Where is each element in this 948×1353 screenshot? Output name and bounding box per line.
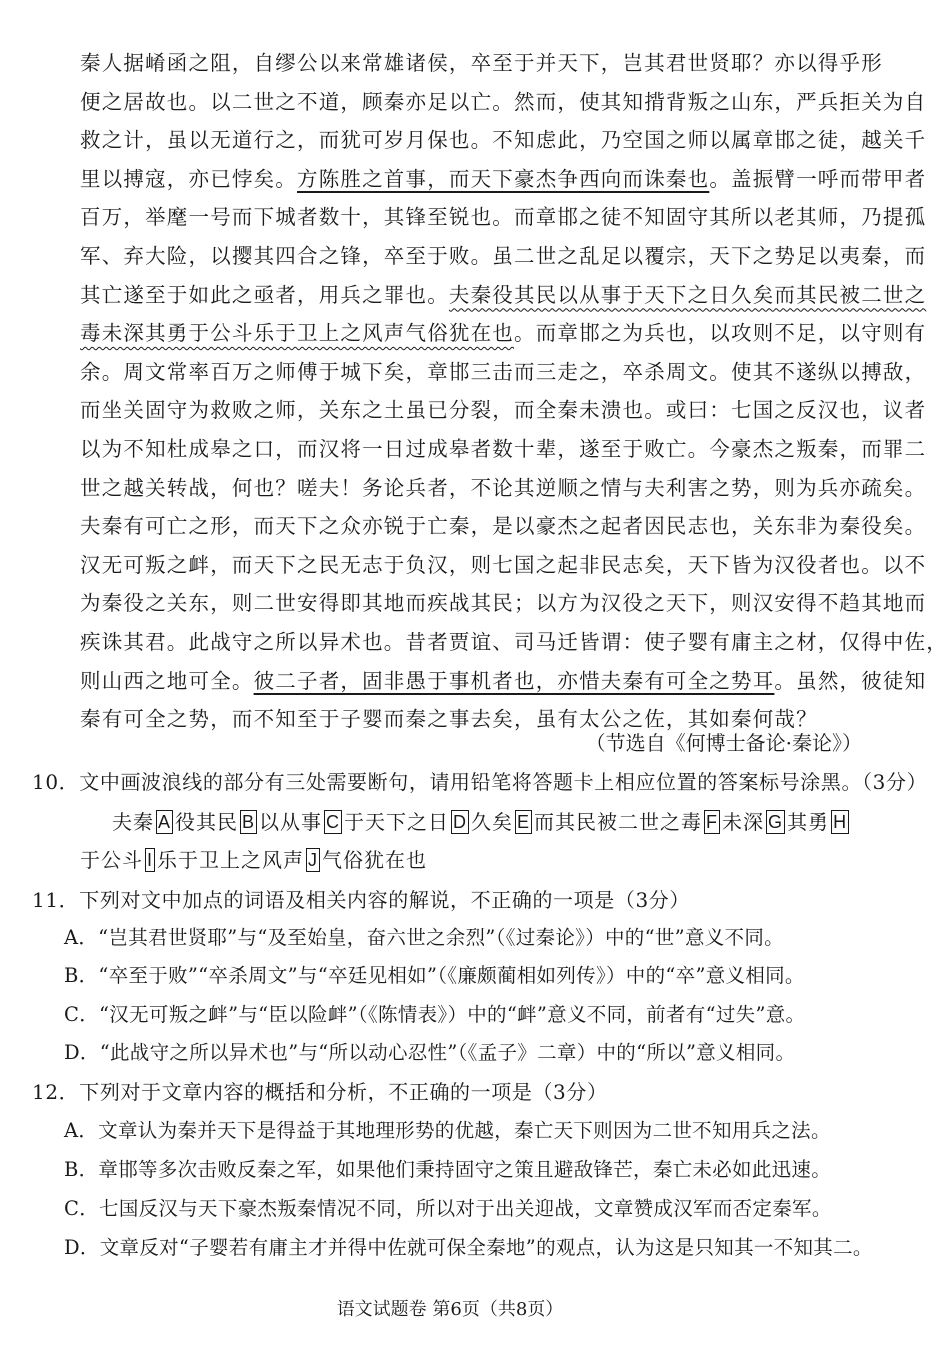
passage-text-run: 军、弃大险，以撄其四合之锋，卒至于败。虽二世之乱足以覆宗，天下之势足以夷秦，而 <box>80 244 927 268</box>
passage-text-run: 余。周文常率百万之师傅于城下矣，章邯三击而三走之，卒杀周文。使其不遂纵以搏敌， <box>80 359 927 384</box>
passage-text-run: 救之计，虽以无道行之，而犹可岁月保也。不知虑此，乃空国之师以属章邯之徒，越关千 <box>80 128 927 153</box>
segment-text: 久矣 <box>471 810 514 834</box>
segment-text: 于天下之日 <box>344 810 450 834</box>
break-option-box-h: H <box>833 812 848 832</box>
passage-text-run: 便之居故也。以二世之不道，顾秦亦足以亡。然而，使其知揹背叛之山东，严兵拒关为自 <box>80 89 927 114</box>
passage-text-run: 为秦役之关东，则二世安得即其地而疾战其民；以方为汉役之天下，则汉安得不趋其地而 <box>80 591 927 616</box>
passage-text-run: 则山西之地可全。 <box>80 668 254 693</box>
passage-text-run: 里以搏寇，亦已悖矣。 <box>80 166 297 191</box>
passage-line <box>80 548 927 582</box>
segment-text: 以从事 <box>259 810 323 834</box>
passage-line <box>80 432 927 466</box>
passage-text-run: 其亡遂至于如此之亟者，用兵之罪也。 <box>80 282 449 307</box>
passage-line <box>80 393 927 427</box>
passage-line <box>80 123 927 157</box>
passage-text-run: 疾诛其君。此战守之所以异术也。昔者贾谊、司马迁皆谓：使子婴有庸主之材，仅得中佐， <box>80 630 948 654</box>
passage-line <box>80 278 927 312</box>
break-option-box-f: F <box>706 812 719 832</box>
passage-line <box>80 509 927 543</box>
question-12-option-b: B．章邯等多次击败反秦之军，如果他们秉持固守之策且避敌锋芒，秦亡未必如此迅速。 <box>64 1158 832 1181</box>
passage-text-run: 以为不知杜成皋之口，而汉将一日过成皋者数十辈，遂至于败亡。今豪杰之叛秦，而罪二 <box>80 437 927 461</box>
passage-line <box>80 162 927 196</box>
question-11-stem: 11．下列对文中加点的词语及相关内容的解说，不正确的一项是（3分） <box>32 888 690 912</box>
segment-text: 未深 <box>722 810 765 834</box>
break-option-box-a: A <box>158 812 172 832</box>
page-footer: 语文试题卷 第6页（共8页） <box>336 1299 564 1320</box>
segment-text: 气俗犹在也 <box>322 848 428 872</box>
segment-text: 而其民被二世之毒 <box>534 810 703 834</box>
passage-text-run: 。盖振臂一呼而带甲者 <box>709 166 927 191</box>
passage-line <box>80 355 927 389</box>
passage-line <box>80 586 927 620</box>
question-12-option-c: C．七国反汉与天下豪杰叛秦情况不同，所以对于出关迎战，文章赞成汉军而否定秦军。 <box>64 1197 832 1220</box>
passage-text-run: 。虽然，彼徒知 <box>774 668 927 693</box>
segment-text: 于公斗 <box>80 848 143 872</box>
break-option-box-c: C <box>326 812 341 832</box>
break-option-box-i: I <box>147 850 154 870</box>
passage-line <box>80 471 927 505</box>
break-option-box-g: G <box>768 812 784 832</box>
passage-text-run: 而坐关固守为救败之师，关东之土虽已分裂，而全秦未溃也。或曰：七国之反汉也，议者 <box>80 398 927 423</box>
segment-text: 乐于卫上之风声 <box>157 848 305 872</box>
question-12-stem: 12．下列对于文章内容的概括和分析，不正确的一项是（3分） <box>32 1080 608 1104</box>
passage-text-run: 秦人据崤函之阻，自缪公以来常雄诸侯，卒至于并天下，岂其君世贤耶？亦以得乎形 <box>80 51 883 75</box>
wavy-underlined-text: 毒未深其勇于公斗乐于卫上之风声气俗犹在也 <box>80 321 514 346</box>
underlined-sentence: 彼二子者，固非愚于事机者也，亦惜夫秦有可全之势耳 <box>253 668 775 693</box>
break-option-box-e: E <box>517 812 531 832</box>
underlined-sentence: 方陈胜之首事，而天下豪杰争西向而诛秦也 <box>297 166 710 191</box>
passage-line <box>80 316 927 350</box>
question-10-stem: 10．文中画波浪线的部分有三处需要断句，请用铅笔将答题卡上相应位置的答案标号涂黑。（3分） <box>32 770 928 794</box>
break-option-box-b: B <box>242 812 256 832</box>
break-option-box-d: D <box>453 812 468 832</box>
passage-text-run: 。而章邯之为兵也，以攻则不足，以守则有 <box>514 321 927 346</box>
question-11-option-a: A．“岂其君世贤耶”与“及至始皇，奋六世之余烈”（《过秦论》）中的“世”意义不同。 <box>64 926 784 949</box>
passage-text-run: 秦有可全之势，而不知至于子婴而秦之事去矣，虽有太公之佐，其如秦何哉？ <box>80 707 818 732</box>
passage-source: （节选自《何博士备论·秦论》） <box>585 731 862 755</box>
passage-text-run: 夫秦有可亡之形，而天下之众亦锐于亡秦，是以豪杰之起者因民志也，关东非为秦役矣。 <box>80 514 927 539</box>
passage-text-run: 百万，举麾一号而下城者数十，其锋至锐也。而章邯之徒不知固守其所以老其师，乃提孤 <box>80 205 927 230</box>
passage-line <box>80 46 883 80</box>
question-12-option-a: A．文章认为秦并天下是得益于其地理形势的优越，秦亡天下则因为二世不知用兵之法。 <box>64 1119 831 1142</box>
break-option-box-j: J <box>308 850 319 870</box>
segment-text: 其勇 <box>787 810 830 834</box>
segment-text: 役其民 <box>175 810 239 834</box>
passage-text-run: 世之越关转战，何也？嗟夫！务论兵者，不论其逆顺之情与夫利害之势，则为兵亦疏矣。 <box>80 475 927 500</box>
question-11-option-b: B．“卒至于败”“卒杀周文”与“卒廷见相如”（《廉颇蔺相如列传》）中的“卒”意义相同。 <box>64 964 805 987</box>
question-10-segment-row-2 <box>80 843 427 877</box>
wavy-underlined-text: 夫秦役其民以从事于天下之日久矣而其民被二世之 <box>448 282 927 307</box>
question-10-segment-row-1 <box>112 805 851 839</box>
segment-text: 夫秦 <box>112 810 154 834</box>
question-11-option-c: C．“汉无可叛之衅”与“臣以险衅”（《陈情表》）中的“衅”意义不同，前者有“过失”意。 <box>64 1003 806 1026</box>
passage-text-run: 汉无可叛之衅，而天下之民无志于负汉，则七国之起非民志矣，天下皆为汉役者也。以不 <box>80 552 927 577</box>
passage-line <box>80 625 948 659</box>
question-12-option-d: D．文章反对“子婴若有庸主才并得中佐就可保全秦地”的观点，认为这是只知其一不知其二。 <box>64 1236 873 1259</box>
passage-line <box>80 664 927 698</box>
question-11-option-d: D．“此战守之所以异术也”与“所以动心忍性”（《孟子》二章）中的“所以”意义相同。 <box>64 1041 796 1064</box>
passage-line <box>80 85 927 119</box>
passage-line <box>80 239 927 273</box>
passage-line <box>80 200 927 234</box>
